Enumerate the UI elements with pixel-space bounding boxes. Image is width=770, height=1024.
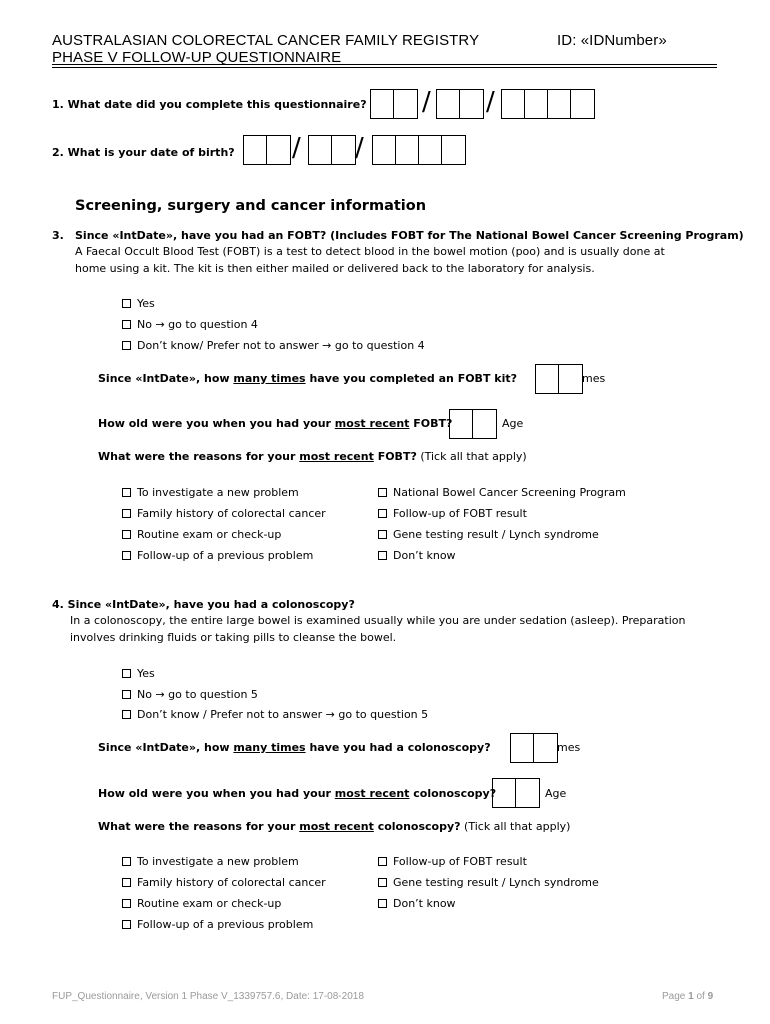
header-title: AUSTRALASIAN COLORECTAL CANCER FAMILY REGISTRY bbox=[52, 32, 480, 49]
checkbox-icon bbox=[122, 530, 131, 539]
q2-separator-2: / bbox=[355, 133, 364, 163]
checkbox-icon bbox=[378, 530, 387, 539]
question-3: Since «IntDate», have you had an FOBT? (Includes FOBT for The National Bowel Cancer Screening Program) bbox=[75, 229, 744, 242]
q4-age-boxes[interactable] bbox=[492, 778, 540, 808]
q3-reason-dont-know[interactable]: Don’t know bbox=[378, 549, 456, 562]
section-title: Screening, surgery and cancer information bbox=[75, 198, 427, 214]
q4-description-line2: involves drinking fluids or taking pills to cleanse the bowel. bbox=[70, 631, 397, 644]
checkbox-icon bbox=[122, 899, 131, 908]
header-id: ID: «IDNumber» bbox=[557, 32, 667, 49]
q4-age-question: How old were you when you had your most recent colonoscopy? bbox=[98, 787, 497, 800]
q2-separator-1: / bbox=[292, 133, 301, 163]
checkbox-icon bbox=[122, 878, 131, 887]
checkbox-icon bbox=[122, 710, 131, 719]
q3-times-question: Since «IntDate», how many times have you completed an FOBT kit? bbox=[98, 372, 517, 385]
q1-separator-1: / bbox=[422, 87, 431, 117]
q3-reasons-question: What were the reasons for your most recent FOBT? (Tick all that apply) bbox=[98, 450, 527, 463]
checkbox-icon bbox=[122, 551, 131, 560]
q3-age-suffix: Age bbox=[502, 417, 524, 430]
checkbox-icon bbox=[122, 690, 131, 699]
q4-option-no[interactable]: No → go to question 5 bbox=[122, 688, 258, 701]
q2-month-boxes[interactable] bbox=[308, 135, 356, 165]
q3-times-boxes[interactable] bbox=[535, 364, 583, 394]
q4-times-boxes[interactable] bbox=[510, 733, 558, 763]
q1-year-boxes[interactable] bbox=[501, 89, 595, 119]
q4-description-line1: In a colonoscopy, the entire large bowel is examined usually while you are under sedation (asleep). Preparation bbox=[70, 614, 686, 627]
checkbox-icon bbox=[378, 899, 387, 908]
checkbox-icon bbox=[122, 920, 131, 929]
q1-day-boxes[interactable] bbox=[370, 89, 418, 119]
question-2: 2. What is your date of birth? bbox=[52, 146, 235, 159]
q4-reason-dont-know[interactable]: Don’t know bbox=[378, 897, 456, 910]
q3-reason-routine-exam[interactable]: Routine exam or check-up bbox=[122, 528, 281, 541]
checkbox-icon bbox=[122, 857, 131, 866]
q2-day-boxes[interactable] bbox=[243, 135, 291, 165]
q3-option-dont-know[interactable]: Don’t know/ Prefer not to answer → go to question 4 bbox=[122, 339, 425, 352]
q2-year-boxes[interactable] bbox=[372, 135, 466, 165]
q3-reason-fobt-followup[interactable]: Follow-up of FOBT result bbox=[378, 507, 527, 520]
q4-reason-family-history[interactable]: Family history of colorectal cancer bbox=[122, 876, 326, 889]
q1-month-boxes[interactable] bbox=[436, 89, 484, 119]
q4-age-suffix: Age bbox=[545, 787, 567, 800]
q3-reason-gene-testing[interactable]: Gene testing result / Lynch syndrome bbox=[378, 528, 599, 541]
q1-separator-2: / bbox=[486, 87, 495, 117]
checkbox-icon bbox=[378, 509, 387, 518]
q3-reason-national-program[interactable]: National Bowel Cancer Screening Program bbox=[378, 486, 626, 499]
checkbox-icon bbox=[122, 320, 131, 329]
q3-age-question: How old were you when you had your most recent FOBT? bbox=[98, 417, 453, 430]
checkbox-icon bbox=[378, 857, 387, 866]
checkbox-icon bbox=[122, 341, 131, 350]
q4-option-dont-know[interactable]: Don’t know / Prefer not to answer → go to question 5 bbox=[122, 708, 428, 721]
q4-option-yes[interactable]: Yes bbox=[122, 667, 155, 680]
q4-reason-gene-testing[interactable]: Gene testing result / Lynch syndrome bbox=[378, 876, 599, 889]
header-rule bbox=[52, 64, 717, 65]
checkbox-icon bbox=[122, 669, 131, 678]
q3-reason-family-history[interactable]: Family history of colorectal cancer bbox=[122, 507, 326, 520]
q4-times-question: Since «IntDate», how many times have you had a colonoscopy? bbox=[98, 741, 491, 754]
question-1: 1. What date did you complete this questionnaire? bbox=[52, 98, 367, 111]
q4-reasons-question: What were the reasons for your most recent colonoscopy? (Tick all that apply) bbox=[98, 820, 571, 833]
question-4: 4. Since «IntDate», have you had a colonoscopy? bbox=[52, 598, 355, 611]
q4-reason-routine-exam[interactable]: Routine exam or check-up bbox=[122, 897, 281, 910]
header-subtitle: PHASE V FOLLOW-UP QUESTIONNAIRE bbox=[52, 49, 342, 66]
header-rule-thin bbox=[52, 67, 717, 68]
q3-description-line1: A Faecal Occult Blood Test (FOBT) is a test to detect blood in the bowel motion (poo) and is usually done at bbox=[75, 245, 665, 258]
q3-option-yes[interactable]: Yes bbox=[122, 297, 155, 310]
checkbox-icon bbox=[378, 488, 387, 497]
checkbox-icon bbox=[122, 299, 131, 308]
q4-times-suffix: mes bbox=[557, 741, 581, 754]
q3-option-no[interactable]: No → go to question 4 bbox=[122, 318, 258, 331]
footer-page-number: Page 1 of 9 bbox=[662, 991, 714, 1002]
q3-number: 3. bbox=[52, 229, 64, 242]
checkbox-icon bbox=[378, 878, 387, 887]
checkbox-icon bbox=[378, 551, 387, 560]
q3-reason-previous-problem[interactable]: Follow-up of a previous problem bbox=[122, 549, 313, 562]
checkbox-icon bbox=[122, 509, 131, 518]
checkbox-icon bbox=[122, 488, 131, 497]
footer-version: FUP_Questionnaire, Version 1 Phase V_1339757.6, Date: 17-08-2018 bbox=[52, 991, 364, 1002]
q3-times-suffix: mes bbox=[582, 372, 606, 385]
q4-reason-previous-problem[interactable]: Follow-up of a previous problem bbox=[122, 918, 313, 931]
q4-reason-new-problem[interactable]: To investigate a new problem bbox=[122, 855, 299, 868]
q4-reason-fobt-followup[interactable]: Follow-up of FOBT result bbox=[378, 855, 527, 868]
q3-age-boxes[interactable] bbox=[449, 409, 497, 439]
q3-description-line2: home using a kit. The kit is then either mailed or delivered back to the laboratory for analysis. bbox=[75, 262, 595, 275]
q3-reason-new-problem[interactable]: To investigate a new problem bbox=[122, 486, 299, 499]
